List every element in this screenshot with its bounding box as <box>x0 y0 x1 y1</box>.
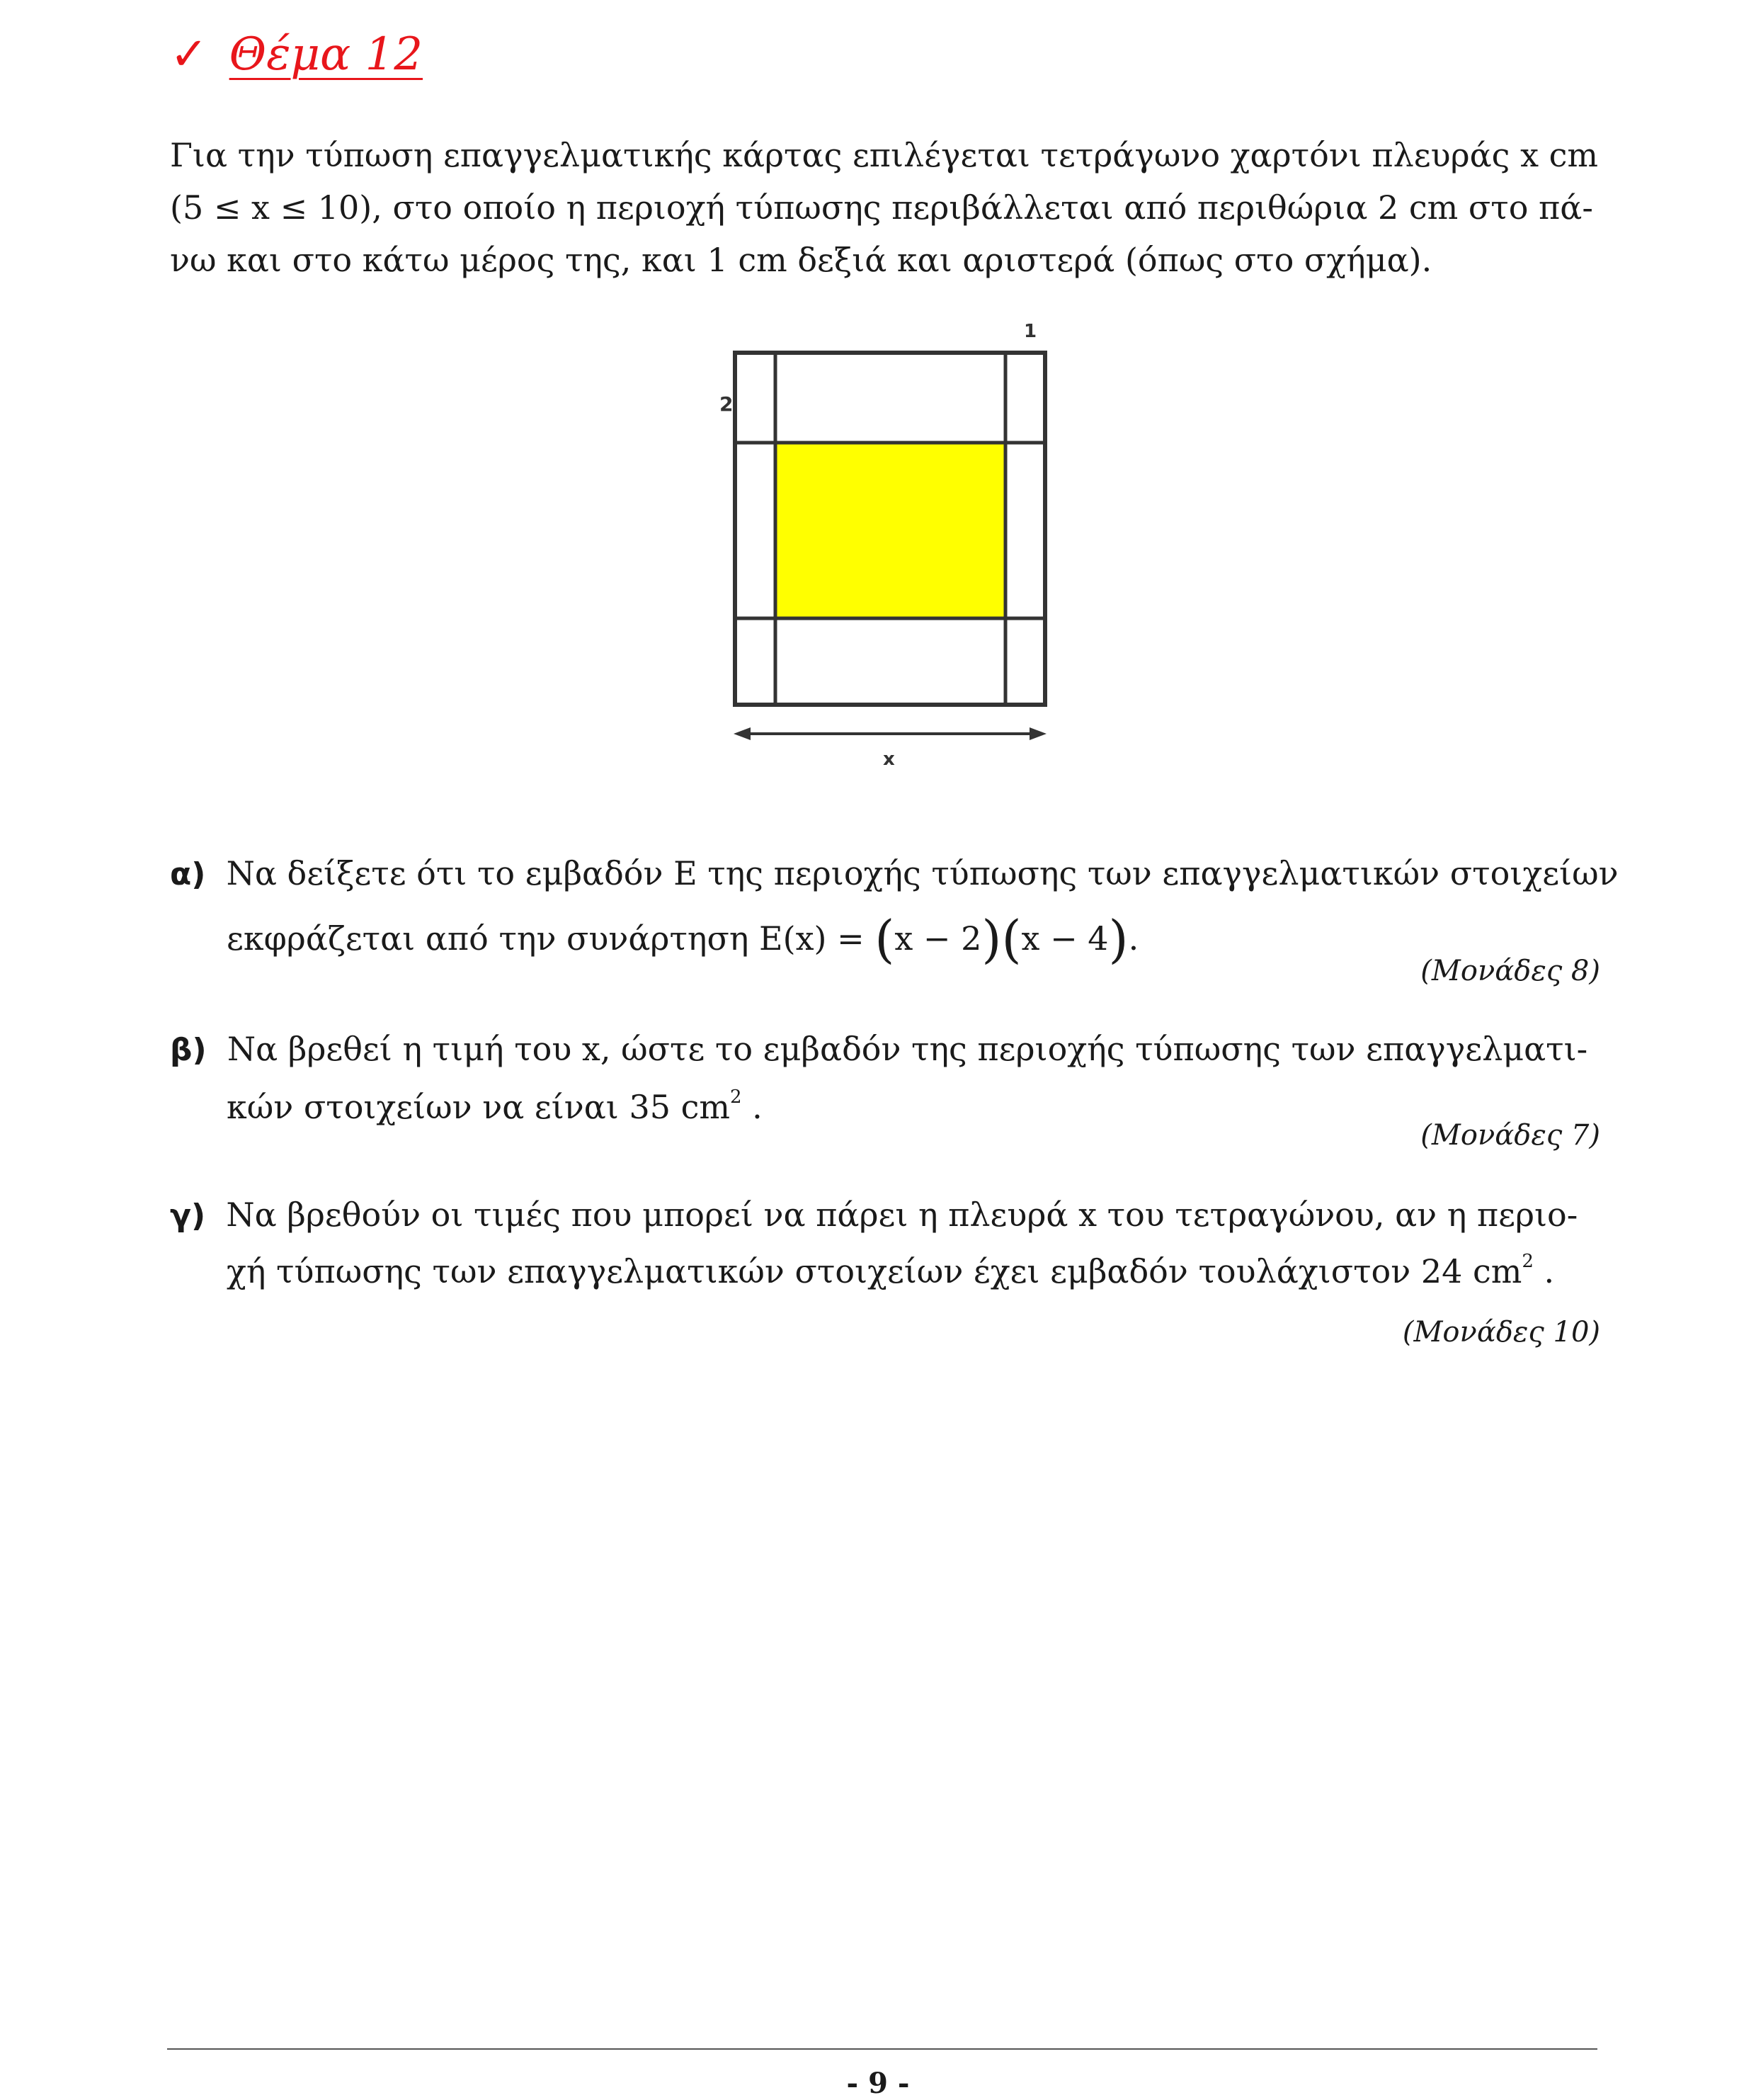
intro-line-1: Για την τύπωση επαγγελματικής κάρτας επιλέγεται τετράγωνο χαρτόνι πλευράς x cm <box>170 136 1599 174</box>
question-b-text-1: Να βρεθεί η τιμή του x, ώστε το εμβαδόν της περιοχής τύπωσης των επαγγελματι- <box>227 1030 1588 1068</box>
marks-a: (Μονάδες 8) <box>1420 955 1600 987</box>
question-c-label: γ) <box>170 1198 206 1234</box>
intro-line-2: (5 ≤ x ≤ 10), στο οποίο η περιοχή τύπωσης περιβάλλεται από περιθώρια 2 cm στο πά- <box>170 188 1593 227</box>
question-c-line-2 <box>227 1251 1555 1290</box>
question-a-end: . <box>1128 919 1139 958</box>
topic-heading: Θέμα 12 <box>229 28 423 81</box>
question-b-sup: 2 <box>730 1086 742 1108</box>
side-label-x: x <box>883 749 895 770</box>
question-c-line-1 <box>170 1198 1578 1232</box>
question-a-text-2: εκφράζεται από την συνάρτηση Ε(x) = <box>227 919 875 958</box>
question-a-label: α) <box>170 856 206 892</box>
question-b-end: . <box>741 1088 763 1126</box>
topic-title <box>170 28 423 81</box>
question-b-label: β) <box>170 1032 207 1068</box>
marks-c: (Μονάδες 10) <box>1402 1316 1600 1349</box>
question-b-text-2: κών στοιχείων να είναι 35 cm <box>227 1088 731 1126</box>
check-icon: ✓ <box>170 28 208 81</box>
factor-2: x − 4 <box>1021 919 1109 958</box>
question-b-line-1 <box>170 1030 1588 1068</box>
question-a-text-1: Να δείξετε ότι το εμβαδόν Ε της περιοχής τύπωσης των επαγγελματικών στοιχείων <box>226 854 1619 892</box>
intro-line-3: νω και στο κάτω μέρος της, και 1 cm δεξιά και αριστερά (όπως στο σχήμα). <box>170 241 1432 279</box>
card-figure <box>708 312 1076 779</box>
question-a-line-2: εκφράζεται από την συνάρτηση Ε(x) = (x − 2)(x − 4). <box>227 909 1139 969</box>
question-a-line-1 <box>170 854 1619 892</box>
question-c-text-1: Να βρεθούν οι τιμές που μπορεί να πάρει η πλευρά x του τετραγώνου, αν η περιο- <box>226 1196 1578 1234</box>
margin-label-2: 2 <box>719 392 734 416</box>
margin-label-1: 1 <box>1024 321 1037 342</box>
arrow-head-right-icon <box>1030 727 1047 740</box>
page-number: - 9 - <box>846 2067 910 2100</box>
printing-area <box>775 443 1005 618</box>
question-c-sup: 2 <box>1522 1251 1534 1272</box>
marks-b: (Μονάδες 7) <box>1420 1119 1600 1152</box>
question-c-text-2: χή τύπωσης των επαγγελματικών στοιχείων έχει εμβαδόν τουλάχιστον 24 cm <box>227 1252 1522 1290</box>
question-c-end: . <box>1533 1252 1555 1290</box>
footer-divider <box>167 2048 1597 2050</box>
arrow-head-left-icon <box>734 727 751 740</box>
factor-1: x − 2 <box>894 919 982 958</box>
question-b-line-2 <box>227 1086 763 1126</box>
